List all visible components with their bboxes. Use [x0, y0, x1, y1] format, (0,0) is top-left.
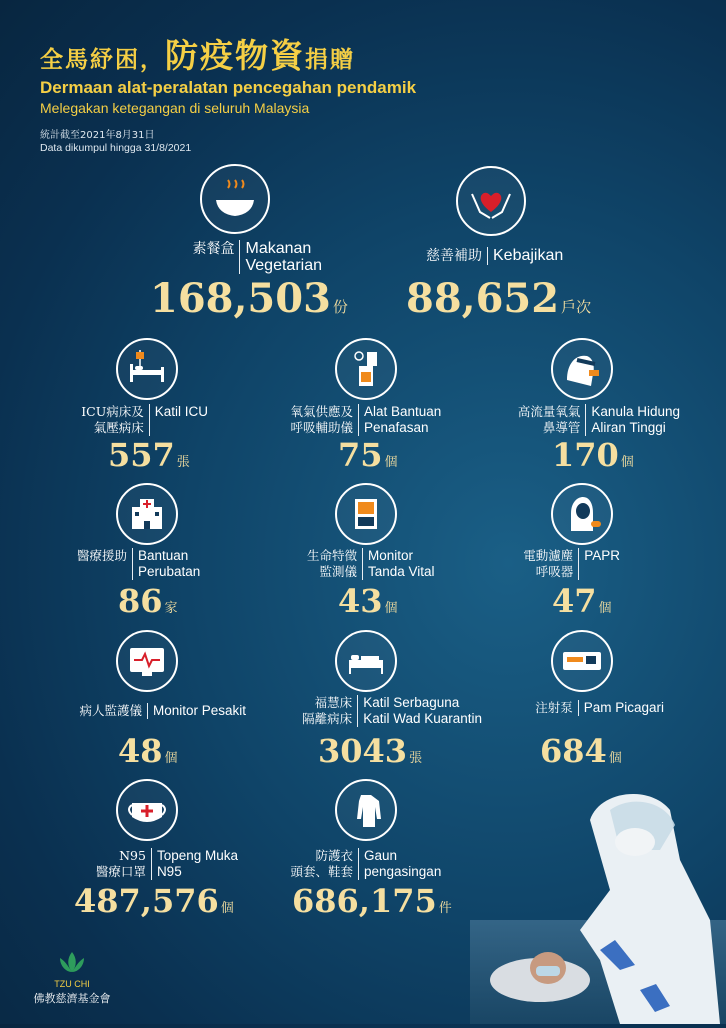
- oxygen-icon: [335, 338, 397, 400]
- logo-text-en: TZU CHI: [54, 979, 90, 989]
- item-label-medical: [77, 548, 208, 580]
- label-ms: Katil Serbaguna Katil Wad Kuarantin: [357, 695, 482, 727]
- lotus-icon: [52, 950, 92, 974]
- item-label-syringe-pump: [535, 700, 664, 716]
- icu-bed-icon: [116, 338, 178, 400]
- value-number: 3043: [318, 732, 408, 770]
- value-unit: 個: [384, 601, 398, 616]
- date-malay: Data dikumpul hingga 31/8/2021: [40, 142, 192, 154]
- label-zh: 注射泵: [535, 700, 573, 715]
- item-label-icu: [81, 404, 208, 436]
- title-part-1: 全馬紓困，: [40, 46, 165, 73]
- title-malay: Dermaan alat-peralatan pencegahan pendamik: [40, 78, 417, 97]
- title-part-2: 防疫物資: [165, 36, 305, 75]
- syringe-pump-icon: [551, 630, 613, 692]
- label-ms: PAPR: [578, 548, 620, 580]
- value-number: 86: [118, 582, 163, 620]
- page-title: [40, 30, 355, 77]
- label-ms: Kebajikan: [487, 247, 563, 265]
- value-number: 48: [118, 732, 163, 770]
- label-ms: Bantuan Perubatan: [132, 548, 208, 580]
- item-value-food: [150, 275, 348, 322]
- date-chinese: 統計截至2021年8月31日: [40, 130, 155, 141]
- value-number: 75: [338, 436, 383, 474]
- item-value-mask: [74, 882, 234, 920]
- bed-icon: [335, 630, 397, 692]
- subtitle: Melegakan ketegangan di seluruh Malaysia: [40, 100, 310, 116]
- mask-icon: [116, 779, 178, 841]
- value-number: 43: [338, 582, 383, 620]
- tzu-chi-logo: [22, 950, 122, 1006]
- value-unit: 個: [164, 751, 178, 766]
- value-unit: 家: [164, 601, 178, 616]
- value-number: 170: [552, 436, 619, 474]
- item-value-papr: [552, 582, 612, 620]
- item-label-cannula: [518, 404, 680, 436]
- item-value-welfare: [406, 275, 591, 322]
- title-part-3: 捐贈: [305, 46, 355, 73]
- item-label-patient-monitor: [79, 703, 246, 719]
- healthcare-worker-photo: [470, 780, 726, 1024]
- nasal-cannula-icon: [551, 338, 613, 400]
- item-value-vital: [338, 582, 398, 620]
- label-zh: 福慧床 隔離病床: [302, 695, 353, 726]
- label-zh: 病人監護儀: [79, 703, 142, 718]
- value-unit: 個: [598, 601, 612, 616]
- value-unit: 份: [332, 298, 348, 316]
- value-unit: 個: [384, 455, 398, 470]
- heart-hands-icon: [456, 166, 526, 236]
- value-number: 88,652: [406, 275, 560, 322]
- item-value-cannula: [552, 436, 634, 474]
- label-zh: 生命特徵 監測儀: [306, 548, 357, 579]
- logo-text-zh: 佛教慈濟基金會: [33, 992, 111, 1005]
- value-number: 557: [108, 436, 175, 474]
- label-ms: Gaun pengasingan: [358, 848, 450, 880]
- hospital-icon: [116, 483, 178, 545]
- item-label-gown: [290, 848, 450, 880]
- vital-monitor-icon: [335, 483, 397, 545]
- item-value-oxygen: [338, 436, 398, 474]
- value-number: 684: [540, 732, 607, 770]
- label-ms: Topeng Muka N95: [151, 848, 238, 880]
- label-zh: 醫療援助: [76, 548, 127, 563]
- label-zh: 慈善補助: [426, 248, 482, 264]
- gown-icon: [335, 779, 397, 841]
- item-value-quarantine-bed: [318, 732, 422, 770]
- label-zh: N95 醫療口罩: [95, 848, 146, 879]
- label-zh: 防護衣 頭套、鞋套: [290, 848, 353, 879]
- label-zh: ICU病床及 氣壓病床: [81, 404, 144, 435]
- item-label-papr: [523, 548, 620, 580]
- value-number: 487,576: [74, 882, 219, 920]
- label-zh: 電動濾塵 呼吸器: [523, 548, 574, 579]
- item-label-quarantine-bed: [302, 695, 482, 727]
- label-zh: 氧氣供應及 呼吸輔助儀: [290, 404, 353, 435]
- item-label-vital: [307, 548, 450, 580]
- label-ms: Kanula Hidung Aliran Tinggi: [585, 404, 680, 436]
- value-unit: 個: [620, 455, 634, 470]
- value-unit: 個: [608, 751, 622, 766]
- value-unit: 張: [409, 751, 423, 766]
- item-value-patient-monitor: [118, 732, 178, 770]
- item-label-oxygen: [290, 404, 450, 436]
- item-value-gown: [292, 882, 452, 920]
- value-unit: 件: [438, 901, 452, 916]
- item-value-medical: [118, 582, 178, 620]
- label-ms: Monitor Pesakit: [147, 703, 246, 719]
- label-zh: 素餐盒: [192, 241, 235, 257]
- item-value-syringe-pump: [540, 732, 622, 770]
- label-ms: Alat Bantuan Penafasan: [358, 404, 450, 436]
- value-unit: 個: [220, 901, 234, 916]
- item-label-mask: [96, 848, 238, 880]
- papr-icon: [551, 483, 613, 545]
- item-label-welfare: [426, 247, 563, 265]
- label-ms: Monitor Tanda Vital: [362, 548, 450, 580]
- label-ms: Katil ICU: [149, 404, 208, 436]
- value-number: 686,175: [292, 882, 437, 920]
- item-value-icu: [108, 436, 190, 474]
- patient-monitor-icon: [116, 630, 178, 692]
- value-unit: 張: [176, 455, 190, 470]
- item-label-food: [192, 240, 322, 274]
- value-number: 168,503: [150, 275, 331, 322]
- label-ms: Makanan Vegetarian: [239, 240, 322, 274]
- value-number: 47: [552, 582, 597, 620]
- bowl-icon: [200, 164, 270, 234]
- label-ms: Pam Picagari: [578, 700, 664, 716]
- label-zh: 高流量氧氣 鼻導管: [517, 404, 581, 435]
- value-unit: 戶次: [561, 298, 592, 316]
